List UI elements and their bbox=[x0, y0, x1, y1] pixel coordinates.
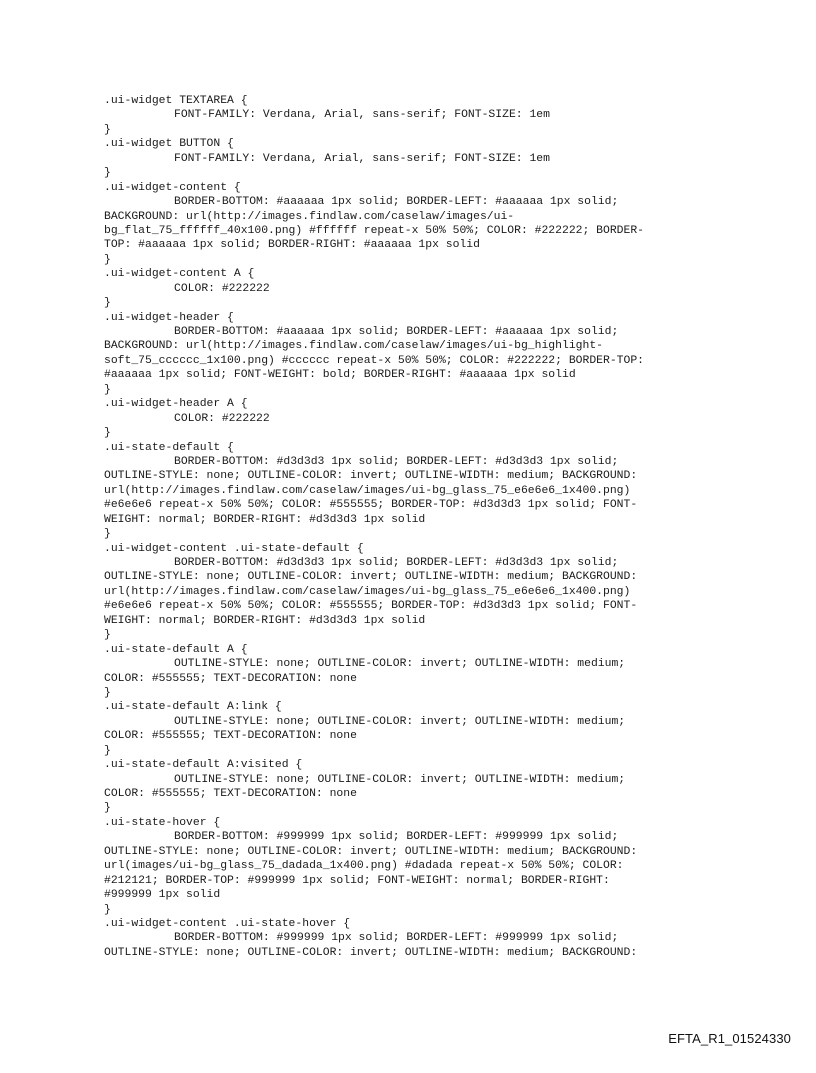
code-line: } bbox=[104, 802, 111, 815]
code-line: FONT-FAMILY: Verdana, Arial, sans-serif; FONT-SIZE: 1em bbox=[174, 109, 550, 122]
code-line: OUTLINE-STYLE: none; OUTLINE-COLOR: invert; OUTLINE-WIDTH: medium; BACKGROUND: bbox=[104, 845, 638, 858]
code-line: COLOR: #555555; TEXT-DECORATION: none bbox=[104, 730, 357, 743]
code-line: } bbox=[104, 383, 111, 396]
code-line: } bbox=[104, 528, 111, 541]
code-line: BORDER-BOTTOM: #aaaaaa 1px solid; BORDER-LEFT: #aaaaaa 1px solid; bbox=[174, 196, 619, 209]
code-line: WEIGHT: normal; BORDER-RIGHT: #d3d3d3 1px solid bbox=[104, 513, 426, 526]
code-line: #999999 1px solid bbox=[104, 889, 221, 902]
code-line: BACKGROUND: url(http://images.findlaw.com/caselaw/images/ui- bbox=[104, 210, 515, 223]
code-line: TOP: #aaaaaa 1px solid; BORDER-RIGHT: #aaaaaa 1px solid bbox=[104, 239, 480, 252]
code-line: bg_flat_75_ffffff_40x100.png) #ffffff repeat-x 50% 50%; COLOR: #222222; BORDER- bbox=[104, 224, 645, 237]
code-line: } bbox=[104, 167, 111, 180]
code-line: FONT-FAMILY: Verdana, Arial, sans-serif; FONT-SIZE: 1em bbox=[174, 152, 550, 165]
code-line: .ui-state-hover { bbox=[104, 816, 221, 829]
code-line: .ui-state-default A { bbox=[104, 643, 248, 656]
code-line: .ui-widget-content .ui-state-hover { bbox=[104, 917, 351, 930]
code-line: BORDER-BOTTOM: #999999 1px solid; BORDER-LEFT: #999999 1px solid; bbox=[174, 831, 619, 844]
code-line: BORDER-BOTTOM: #d3d3d3 1px solid; BORDER-LEFT: #d3d3d3 1px solid; bbox=[174, 455, 619, 468]
code-line: .ui-state-default A:link { bbox=[104, 701, 282, 714]
code-line: BACKGROUND: url(http://images.findlaw.com/caselaw/images/ui-bg_highlight- bbox=[104, 340, 603, 353]
code-line: } bbox=[104, 903, 111, 916]
code-line: COLOR: #555555; TEXT-DECORATION: none bbox=[104, 788, 357, 800]
code-line: #212121; BORDER-TOP: #999999 1px solid; FONT-WEIGHT: normal; BORDER-RIGHT: bbox=[104, 874, 610, 887]
code-line: OUTLINE-STYLE: none; OUTLINE-COLOR: invert; OUTLINE-WIDTH: medium; bbox=[174, 715, 626, 728]
code-line: .ui-widget-content { bbox=[104, 181, 241, 194]
code-line: .ui-widget-content A { bbox=[104, 268, 255, 281]
code-line: .ui-widget-header { bbox=[104, 311, 234, 324]
code-line: #e6e6e6 repeat-x 50% 50%; COLOR: #555555; BORDER-TOP: #d3d3d3 1px solid; FONT- bbox=[104, 499, 638, 512]
code-line: .ui-state-default A:visited { bbox=[104, 759, 303, 772]
code-line: soft_75_cccccc_1x100.png) #cccccc repeat-x 50% 50%; COLOR: #222222; BORDER-TOP: bbox=[104, 354, 645, 367]
code-line: BORDER-BOTTOM: #d3d3d3 1px solid; BORDER-LEFT: #d3d3d3 1px solid; bbox=[174, 557, 619, 569]
code-line: OUTLINE-STYLE: none; OUTLINE-COLOR: invert; OUTLINE-WIDTH: medium; BACKGROUND: bbox=[104, 571, 638, 584]
code-line: COLOR: #222222 bbox=[174, 282, 270, 295]
code-line: .ui-state-default { bbox=[104, 441, 234, 454]
code-line: } bbox=[104, 686, 111, 699]
code-line: OUTLINE-STYLE: none; OUTLINE-COLOR: invert; OUTLINE-WIDTH: medium; bbox=[174, 658, 626, 671]
code-line: OUTLINE-STYLE: none; OUTLINE-COLOR: invert; OUTLINE-WIDTH: medium; bbox=[174, 773, 626, 786]
code-line: .ui-widget-header A { bbox=[104, 398, 248, 411]
code-line: OUTLINE-STYLE: none; OUTLINE-COLOR: invert; OUTLINE-WIDTH: medium; BACKGROUND: bbox=[104, 470, 638, 483]
code-line: .ui-widget TEXTAREA { bbox=[104, 95, 248, 107]
document-id-stamp: EFTA_R1_01524330 bbox=[668, 1031, 791, 1046]
code-line: .ui-widget BUTTON { bbox=[104, 138, 234, 151]
code-line: } bbox=[104, 297, 111, 310]
css-code-block bbox=[104, 94, 804, 960]
code-line: } bbox=[104, 427, 111, 440]
code-line: .ui-widget-content .ui-state-default { bbox=[104, 542, 364, 555]
code-line: #aaaaaa 1px solid; FONT-WEIGHT: bold; BORDER-RIGHT: #aaaaaa 1px solid bbox=[104, 369, 576, 382]
code-line: url(http://images.findlaw.com/caselaw/images/ui-bg_glass_75_e6e6e6_1x400.png) bbox=[104, 484, 631, 497]
code-line: } bbox=[104, 629, 111, 642]
code-line: BORDER-BOTTOM: #aaaaaa 1px solid; BORDER-LEFT: #aaaaaa 1px solid; bbox=[174, 326, 619, 338]
code-line: COLOR: #222222 bbox=[174, 412, 270, 425]
code-line: WEIGHT: normal; BORDER-RIGHT: #d3d3d3 1px solid bbox=[104, 614, 426, 627]
code-line: COLOR: #555555; TEXT-DECORATION: none bbox=[104, 672, 357, 685]
code-line: } bbox=[104, 123, 111, 136]
code-line: } bbox=[104, 253, 111, 266]
code-line: #e6e6e6 repeat-x 50% 50%; COLOR: #555555; BORDER-TOP: #d3d3d3 1px solid; FONT- bbox=[104, 600, 638, 613]
code-line: url(images/ui-bg_glass_75_dadada_1x400.png) #dadada repeat-x 50% 50%; COLOR: bbox=[104, 860, 624, 873]
code-line: BORDER-BOTTOM: #999999 1px solid; BORDER-LEFT: #999999 1px solid; bbox=[174, 932, 619, 945]
code-line: } bbox=[104, 744, 111, 757]
code-line: url(http://images.findlaw.com/caselaw/images/ui-bg_glass_75_e6e6e6_1x400.png) bbox=[104, 585, 631, 598]
code-line: OUTLINE-STYLE: none; OUTLINE-COLOR: invert; OUTLINE-WIDTH: medium; BACKGROUND: bbox=[104, 946, 638, 959]
